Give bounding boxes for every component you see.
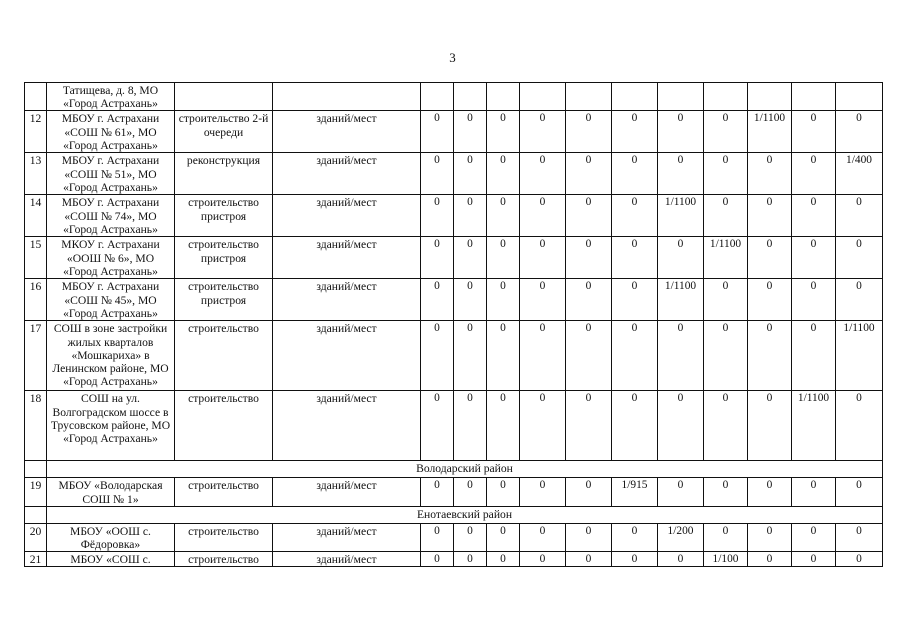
- value-cell: 0: [792, 111, 836, 153]
- value-cell: 0: [658, 552, 704, 567]
- work-type: строительство пристроя: [175, 279, 273, 321]
- value-cell: 1/100: [704, 552, 748, 567]
- value-cell: 0: [566, 111, 612, 153]
- value-cell: [421, 83, 454, 111]
- value-cell: 0: [487, 153, 520, 195]
- value-cell: 0: [836, 237, 883, 279]
- value-cell: [612, 83, 658, 111]
- value-cell: 0: [836, 111, 883, 153]
- value-cell: 0: [792, 321, 836, 391]
- row-number: 13: [25, 153, 47, 195]
- row-number: [25, 83, 47, 111]
- value-cell: 0: [487, 237, 520, 279]
- value-cell: 0: [748, 237, 792, 279]
- value-cell: 0: [421, 391, 454, 461]
- value-cell: 0: [704, 195, 748, 237]
- work-type: строительство: [175, 552, 273, 567]
- value-cell: 0: [704, 321, 748, 391]
- work-type: строительство пристроя: [175, 237, 273, 279]
- value-cell: 0: [454, 279, 487, 321]
- value-cell: 0: [421, 195, 454, 237]
- value-cell: 0: [421, 237, 454, 279]
- district-num-cell: [25, 506, 47, 523]
- value-cell: 0: [748, 279, 792, 321]
- table-row: [25, 391, 883, 461]
- value-cell: 0: [520, 237, 566, 279]
- value-cell: 0: [612, 195, 658, 237]
- value-cell: 0: [520, 279, 566, 321]
- object-name: МБОУ «ООШ с. Фёдоровка»: [47, 523, 175, 551]
- value-cell: 0: [792, 195, 836, 237]
- value-cell: [704, 83, 748, 111]
- value-cell: 0: [520, 391, 566, 461]
- value-cell: 0: [792, 552, 836, 567]
- value-cell: 1/200: [658, 523, 704, 551]
- table-row: [25, 279, 883, 321]
- row-number: 21: [25, 552, 47, 567]
- value-cell: 0: [792, 279, 836, 321]
- value-cell: 0: [748, 195, 792, 237]
- value-cell: 0: [520, 195, 566, 237]
- value-cell: 1/1100: [658, 279, 704, 321]
- row-number: 14: [25, 195, 47, 237]
- value-cell: 1/1100: [658, 195, 704, 237]
- value-cell: 0: [612, 279, 658, 321]
- object-name: СОШ в зоне застройки жилых кварталов «Мошкариха» в Ленинском районе, МО «Город Астрахань»: [47, 321, 175, 391]
- unit-label: зданий/мест: [273, 237, 421, 279]
- value-cell: 0: [704, 111, 748, 153]
- value-cell: 0: [454, 237, 487, 279]
- value-cell: 0: [566, 523, 612, 551]
- object-name: МКОУ г. Астрахани «ООШ № 6», МО «Город Астрахань»: [47, 237, 175, 279]
- value-cell: 0: [566, 279, 612, 321]
- value-cell: 0: [487, 195, 520, 237]
- table-row: [25, 195, 883, 237]
- value-cell: 0: [836, 523, 883, 551]
- unit-label: зданий/мест: [273, 321, 421, 391]
- value-cell: 0: [454, 391, 487, 461]
- value-cell: 1/1100: [836, 321, 883, 391]
- value-cell: 0: [566, 153, 612, 195]
- value-cell: [658, 83, 704, 111]
- value-cell: 0: [658, 321, 704, 391]
- value-cell: 0: [748, 523, 792, 551]
- unit-label: зданий/мест: [273, 279, 421, 321]
- value-cell: 0: [612, 237, 658, 279]
- value-cell: 0: [792, 523, 836, 551]
- district-row: [25, 506, 883, 523]
- value-cell: 0: [836, 195, 883, 237]
- value-cell: 1/400: [836, 153, 883, 195]
- value-cell: [566, 83, 612, 111]
- value-cell: 0: [487, 279, 520, 321]
- unit-label: [273, 83, 421, 111]
- object-name: МБОУ г. Астрахани «СОШ № 45», МО «Город Астрахань»: [47, 279, 175, 321]
- row-number: 19: [25, 478, 47, 506]
- work-type: реконструкция: [175, 153, 273, 195]
- value-cell: 1/1100: [704, 237, 748, 279]
- value-cell: 1/915: [612, 478, 658, 506]
- table-row: [25, 552, 883, 567]
- value-cell: 0: [792, 237, 836, 279]
- value-cell: 0: [612, 391, 658, 461]
- value-cell: 0: [748, 321, 792, 391]
- value-cell: 0: [487, 111, 520, 153]
- value-cell: [520, 83, 566, 111]
- value-cell: 0: [566, 237, 612, 279]
- value-cell: 0: [454, 153, 487, 195]
- value-cell: 0: [487, 321, 520, 391]
- work-type: строительство: [175, 391, 273, 461]
- value-cell: 0: [836, 391, 883, 461]
- district-heading: Енотаевский район: [47, 506, 883, 523]
- value-cell: 0: [704, 153, 748, 195]
- row-number: 15: [25, 237, 47, 279]
- value-cell: 0: [421, 153, 454, 195]
- value-cell: 0: [704, 391, 748, 461]
- value-cell: 0: [421, 552, 454, 567]
- table-row: [25, 478, 883, 506]
- value-cell: 0: [454, 195, 487, 237]
- value-cell: 0: [836, 478, 883, 506]
- value-cell: 0: [454, 552, 487, 567]
- value-cell: 0: [520, 523, 566, 551]
- row-number: 18: [25, 391, 47, 461]
- value-cell: 0: [612, 321, 658, 391]
- value-cell: 0: [748, 552, 792, 567]
- unit-label: зданий/мест: [273, 523, 421, 551]
- unit-label: зданий/мест: [273, 391, 421, 461]
- value-cell: 0: [421, 523, 454, 551]
- value-cell: [748, 83, 792, 111]
- program-table: [24, 82, 883, 567]
- value-cell: 0: [836, 552, 883, 567]
- value-cell: 0: [612, 153, 658, 195]
- value-cell: 0: [566, 321, 612, 391]
- value-cell: 0: [454, 321, 487, 391]
- value-cell: 0: [658, 237, 704, 279]
- work-type: строительство 2-й очереди: [175, 111, 273, 153]
- unit-label: зданий/мест: [273, 195, 421, 237]
- value-cell: 0: [454, 523, 487, 551]
- value-cell: 0: [520, 153, 566, 195]
- table-row: [25, 153, 883, 195]
- value-cell: 0: [612, 523, 658, 551]
- value-cell: 0: [566, 552, 612, 567]
- value-cell: [454, 83, 487, 111]
- value-cell: 0: [612, 552, 658, 567]
- object-name: МБОУ г. Астрахани «СОШ № 74», МО «Город Астрахань»: [47, 195, 175, 237]
- value-cell: 0: [748, 478, 792, 506]
- value-cell: 0: [487, 478, 520, 506]
- district-row: [25, 461, 883, 478]
- object-name: МБОУ «СОШ с.: [47, 552, 175, 567]
- value-cell: 0: [792, 478, 836, 506]
- unit-label: зданий/мест: [273, 552, 421, 567]
- row-number: 20: [25, 523, 47, 551]
- value-cell: 0: [566, 478, 612, 506]
- value-cell: 0: [566, 391, 612, 461]
- table-row: [25, 237, 883, 279]
- value-cell: 0: [748, 391, 792, 461]
- value-cell: 0: [748, 153, 792, 195]
- value-cell: [792, 83, 836, 111]
- value-cell: 0: [487, 391, 520, 461]
- value-cell: 0: [487, 552, 520, 567]
- value-cell: 1/1100: [748, 111, 792, 153]
- value-cell: 0: [658, 478, 704, 506]
- object-name: МБОУ г. Астрахани «СОШ № 51», МО «Город Астрахань»: [47, 153, 175, 195]
- value-cell: 0: [520, 111, 566, 153]
- table-row: [25, 321, 883, 391]
- district-num-cell: [25, 461, 47, 478]
- value-cell: 0: [658, 391, 704, 461]
- value-cell: 0: [704, 279, 748, 321]
- value-cell: 0: [487, 523, 520, 551]
- value-cell: 0: [421, 111, 454, 153]
- row-number: 12: [25, 111, 47, 153]
- object-name: МБОУ «Володарская СОШ № 1»: [47, 478, 175, 506]
- table-row: [25, 523, 883, 551]
- row-number: 16: [25, 279, 47, 321]
- value-cell: 0: [520, 552, 566, 567]
- value-cell: [487, 83, 520, 111]
- page-number: 3: [449, 50, 456, 65]
- value-cell: 0: [658, 111, 704, 153]
- value-cell: 0: [520, 478, 566, 506]
- work-type: строительство: [175, 321, 273, 391]
- unit-label: зданий/мест: [273, 478, 421, 506]
- value-cell: 0: [658, 153, 704, 195]
- work-type: строительство: [175, 523, 273, 551]
- value-cell: 0: [612, 111, 658, 153]
- row-number: 17: [25, 321, 47, 391]
- value-cell: 0: [704, 478, 748, 506]
- value-cell: 0: [454, 111, 487, 153]
- value-cell: 0: [836, 279, 883, 321]
- value-cell: 0: [421, 478, 454, 506]
- value-cell: 1/1100: [792, 391, 836, 461]
- value-cell: [836, 83, 883, 111]
- value-cell: 0: [520, 321, 566, 391]
- value-cell: 0: [454, 478, 487, 506]
- value-cell: 0: [792, 153, 836, 195]
- district-heading: Володарский район: [47, 461, 883, 478]
- work-type: строительство пристроя: [175, 195, 273, 237]
- object-name: Татищева, д. 8, МО «Город Астрахань»: [47, 83, 175, 111]
- object-name: МБОУ г. Астрахани «СОШ № 61», МО «Город Астрахань»: [47, 111, 175, 153]
- value-cell: 0: [566, 195, 612, 237]
- object-name: СОШ на ул. Волгоградском шоссе в Трусовском районе, МО «Город Астрахань»: [47, 391, 175, 461]
- table-row: [25, 83, 883, 111]
- value-cell: 0: [421, 279, 454, 321]
- work-type: [175, 83, 273, 111]
- unit-label: зданий/мест: [273, 111, 421, 153]
- value-cell: 0: [704, 523, 748, 551]
- unit-label: зданий/мест: [273, 153, 421, 195]
- table-row: [25, 111, 883, 153]
- value-cell: 0: [421, 321, 454, 391]
- work-type: строительство: [175, 478, 273, 506]
